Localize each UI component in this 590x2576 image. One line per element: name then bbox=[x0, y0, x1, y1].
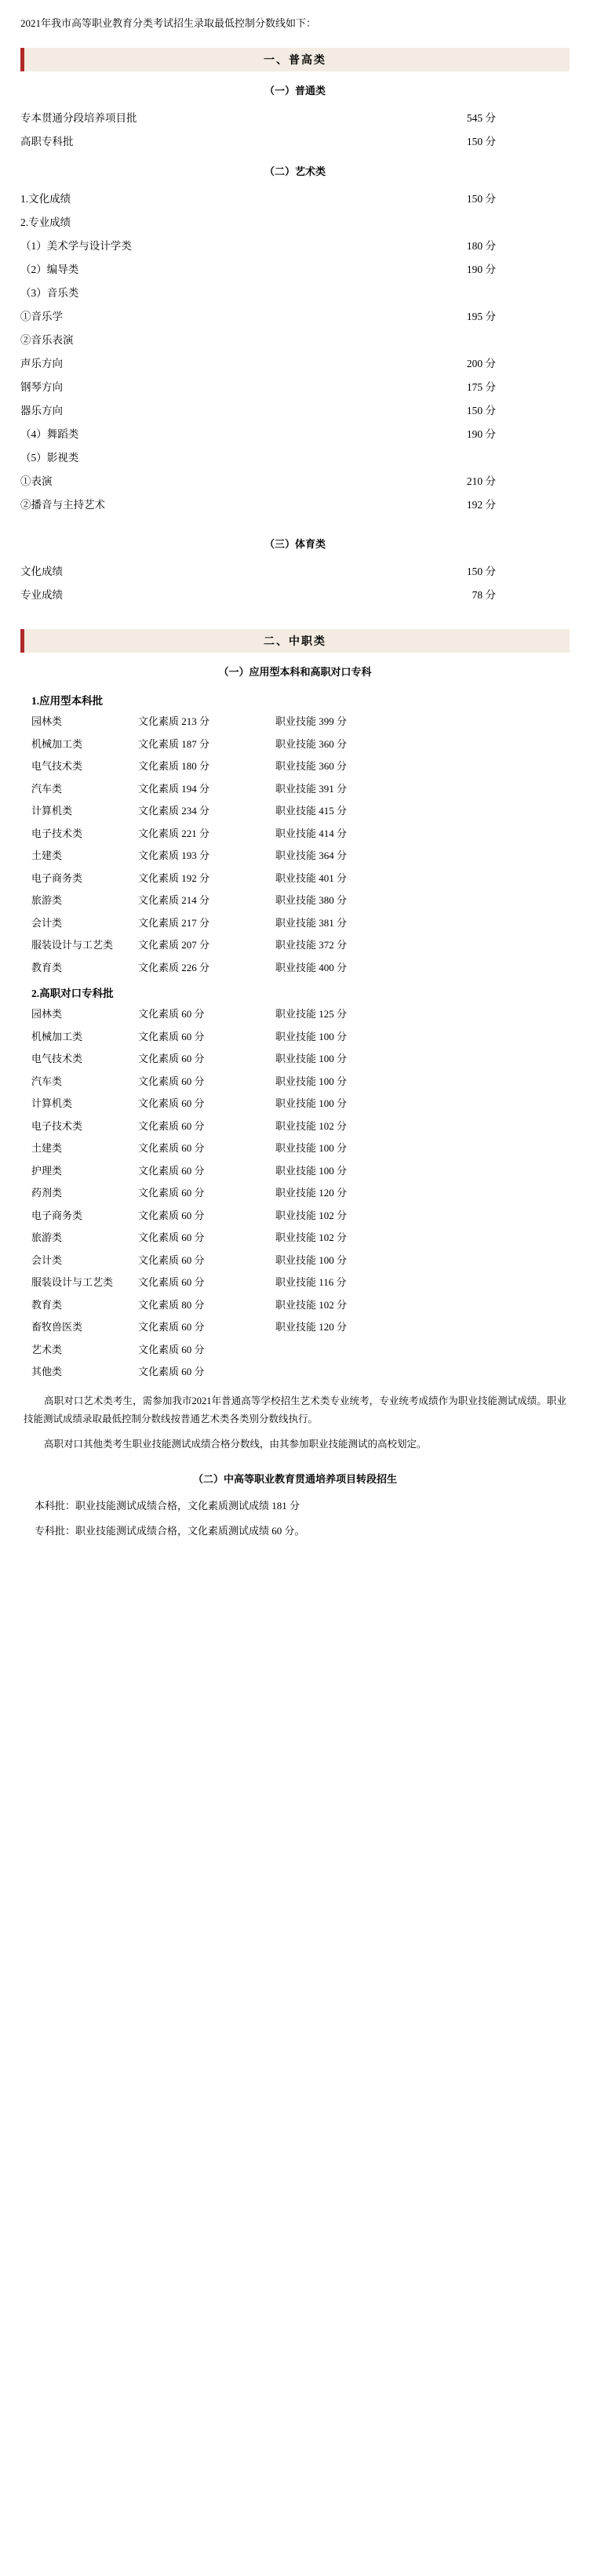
table-row bbox=[0, 755, 590, 778]
table-row bbox=[0, 1293, 590, 1316]
table-row bbox=[0, 845, 590, 868]
row-art-11 bbox=[0, 445, 590, 468]
skill-score: 职业技能 100 分 bbox=[275, 1075, 348, 1087]
skill-score: 职业技能 360 分 bbox=[275, 737, 348, 750]
row-label: ①表演 bbox=[20, 475, 53, 487]
table-row bbox=[0, 1204, 590, 1227]
major-name: 药剂类 bbox=[31, 1187, 63, 1199]
row-art-10 bbox=[0, 421, 590, 445]
row-value: 150 分 bbox=[466, 192, 496, 205]
table-row bbox=[0, 911, 590, 934]
row-general-1 bbox=[0, 129, 590, 152]
skill-score: 职业技能 415 分 bbox=[275, 805, 348, 817]
culture-score: 文化素质 192 分 bbox=[138, 871, 210, 884]
culture-score: 文化素质 80 分 bbox=[138, 1298, 205, 1311]
major-name: 旅游类 bbox=[31, 1232, 63, 1244]
subsection-art: （二）艺术类 bbox=[264, 165, 326, 177]
row-label: （1）美术学与设计学类 bbox=[20, 239, 132, 252]
row-art-2 bbox=[0, 233, 590, 257]
major-name: 电气技术类 bbox=[31, 760, 83, 773]
culture-score: 文化素质 180 分 bbox=[138, 760, 210, 773]
row-value: 200 分 bbox=[466, 357, 496, 369]
major-name: 艺术类 bbox=[31, 1343, 63, 1355]
row-art-0 bbox=[0, 186, 590, 209]
culture-score: 文化素质 213 分 bbox=[138, 715, 210, 728]
row-label: （4）舞蹈类 bbox=[20, 428, 79, 440]
row-art-6 bbox=[0, 327, 590, 351]
row-art-1 bbox=[0, 209, 590, 233]
table-row bbox=[0, 800, 590, 823]
row-label: ②播音与主持艺术 bbox=[20, 498, 105, 511]
table-row bbox=[0, 822, 590, 845]
row-label: 声乐方向 bbox=[20, 357, 63, 369]
major-name: 计算机类 bbox=[31, 805, 73, 817]
skill-score: 职业技能 372 分 bbox=[275, 939, 348, 951]
table-row bbox=[0, 867, 590, 890]
row-value: 190 分 bbox=[466, 263, 496, 275]
note-art-majors: 高职对口艺术类考生，需参加我市2021年普通高等学校招生艺术类专业统考，专业统考成绩作为职业技能测试成绩。职业技能测试成绩录取最低控制分数线按普通艺术类各类别分数线执行。 bbox=[24, 1395, 566, 1425]
major-name: 会计类 bbox=[31, 1253, 63, 1266]
row-label: 1.文化成绩 bbox=[20, 192, 71, 205]
major-name: 机械加工类 bbox=[31, 1030, 83, 1042]
skill-score: 职业技能 100 分 bbox=[275, 1030, 348, 1042]
major-name: 电子商务类 bbox=[31, 871, 83, 884]
row-sport-1 bbox=[0, 582, 590, 606]
culture-score: 文化素质 194 分 bbox=[138, 782, 210, 795]
row-value: 210 分 bbox=[466, 475, 496, 487]
row-art-12 bbox=[0, 468, 590, 492]
major-name: 畜牧兽医类 bbox=[31, 1321, 83, 1333]
table-row bbox=[0, 777, 590, 800]
major-name: 教育类 bbox=[31, 1298, 63, 1311]
row-value: 150 分 bbox=[466, 565, 496, 577]
intro-paragraph: 2021年我市高等职业教育分类考试招生录取最低控制分数线如下： bbox=[20, 17, 317, 29]
major-name: 教育类 bbox=[31, 961, 63, 973]
culture-score: 文化素质 226 分 bbox=[138, 961, 210, 973]
row-art-13 bbox=[0, 492, 590, 515]
table-row bbox=[0, 1070, 590, 1093]
skill-score: 职业技能 400 分 bbox=[275, 961, 348, 973]
culture-score: 文化素质 221 分 bbox=[138, 827, 210, 839]
row-label: 专业成绩 bbox=[20, 588, 63, 601]
culture-score: 文化素质 60 分 bbox=[138, 1008, 205, 1021]
culture-score: 文化素质 60 分 bbox=[138, 1187, 205, 1199]
row-label: 器乐方向 bbox=[20, 404, 63, 417]
skill-score: 职业技能 102 分 bbox=[275, 1209, 348, 1221]
major-name: 电子技术类 bbox=[31, 827, 83, 839]
culture-score: 文化素质 234 分 bbox=[138, 805, 210, 817]
culture-score: 文化素质 60 分 bbox=[138, 1075, 205, 1087]
table-row bbox=[0, 1025, 590, 1048]
row-sport-0 bbox=[0, 558, 590, 582]
table-row bbox=[0, 1272, 590, 1294]
transfer-college-line: 专科批：职业技能测试成绩合格，文化素质测试成绩 60 分。 bbox=[35, 1524, 305, 1537]
table-row bbox=[0, 890, 590, 912]
skill-score: 职业技能 381 分 bbox=[275, 916, 348, 929]
section-header-putongao bbox=[20, 48, 570, 71]
row-value: 195 分 bbox=[466, 310, 496, 322]
table-row bbox=[0, 1361, 590, 1384]
skill-score: 职业技能 102 分 bbox=[275, 1119, 348, 1132]
table-row bbox=[0, 1182, 590, 1205]
table-row bbox=[0, 1093, 590, 1115]
culture-score: 文化素质 60 分 bbox=[138, 1119, 205, 1132]
row-label: 2.专业成绩 bbox=[20, 216, 71, 228]
major-name: 土建类 bbox=[31, 850, 63, 862]
section-title: 二、中职类 bbox=[264, 635, 326, 648]
row-value: 78 分 bbox=[472, 588, 496, 601]
major-name: 电子技术类 bbox=[31, 1119, 83, 1132]
major-name: 服装设计与工艺类 bbox=[31, 939, 114, 951]
table-row bbox=[0, 1227, 590, 1250]
skill-score: 职业技能 401 分 bbox=[275, 871, 348, 884]
major-name: 园林类 bbox=[31, 715, 63, 728]
culture-score: 文化素质 60 分 bbox=[138, 1366, 205, 1378]
culture-score: 文化素质 214 分 bbox=[138, 894, 210, 907]
skill-score: 职业技能 102 分 bbox=[275, 1232, 348, 1244]
culture-score: 文化素质 60 分 bbox=[138, 1232, 205, 1244]
table-row bbox=[0, 711, 590, 733]
skill-score: 职业技能 360 分 bbox=[275, 760, 348, 773]
skill-score: 职业技能 120 分 bbox=[275, 1321, 348, 1333]
skill-score: 职业技能 100 分 bbox=[275, 1253, 348, 1266]
row-label: 高职专科批 bbox=[20, 135, 74, 147]
skill-score: 职业技能 125 分 bbox=[275, 1008, 348, 1021]
table-row bbox=[0, 1338, 590, 1361]
culture-score: 文化素质 60 分 bbox=[138, 1209, 205, 1221]
table-row bbox=[0, 1137, 590, 1160]
row-label: ①音乐学 bbox=[20, 310, 63, 322]
skill-score: 职业技能 100 分 bbox=[275, 1164, 348, 1177]
table-row bbox=[0, 733, 590, 755]
table-row bbox=[0, 1048, 590, 1071]
row-value: 192 分 bbox=[466, 498, 496, 511]
table-row bbox=[0, 1115, 590, 1137]
culture-score: 文化素质 60 分 bbox=[138, 1253, 205, 1266]
row-label: （5）影视类 bbox=[20, 451, 79, 464]
culture-score: 文化素质 60 分 bbox=[138, 1164, 205, 1177]
culture-score: 文化素质 193 分 bbox=[138, 850, 210, 862]
major-name: 服装设计与工艺类 bbox=[31, 1276, 114, 1289]
skill-score: 职业技能 100 分 bbox=[275, 1142, 348, 1155]
culture-score: 文化素质 217 分 bbox=[138, 916, 210, 929]
major-name: 电气技术类 bbox=[31, 1053, 83, 1065]
culture-score: 文化素质 60 分 bbox=[138, 1321, 205, 1333]
subsection-sport: （三）体育类 bbox=[264, 537, 326, 550]
row-label: （3）音乐类 bbox=[20, 286, 79, 299]
skill-score: 职业技能 364 分 bbox=[275, 850, 348, 862]
skill-score: 职业技能 120 分 bbox=[275, 1187, 348, 1199]
major-name: 土建类 bbox=[31, 1142, 63, 1155]
skill-score: 职业技能 414 分 bbox=[275, 827, 348, 839]
major-name: 旅游类 bbox=[31, 894, 63, 907]
culture-score: 文化素质 60 分 bbox=[138, 1142, 205, 1155]
row-label: 专本贯通分段培养项目批 bbox=[20, 111, 137, 124]
note-other-majors: 高职对口其他类考生职业技能测试成绩合格分数线，由其参加职业技能测试的高校划定。 bbox=[44, 1438, 427, 1450]
skill-score: 职业技能 391 分 bbox=[275, 782, 348, 795]
culture-score: 文化素质 187 分 bbox=[138, 737, 210, 750]
table-row bbox=[0, 934, 590, 957]
section-header-zhongzhi bbox=[20, 629, 570, 653]
major-name: 其他类 bbox=[31, 1366, 63, 1378]
row-label: 钢琴方向 bbox=[20, 380, 63, 393]
skill-score: 职业技能 100 分 bbox=[275, 1097, 348, 1110]
major-name: 护理类 bbox=[31, 1164, 63, 1177]
skill-score: 职业技能 102 分 bbox=[275, 1298, 348, 1311]
row-value: 180 分 bbox=[466, 239, 496, 252]
row-art-8 bbox=[0, 374, 590, 398]
culture-score: 文化素质 60 分 bbox=[138, 1276, 205, 1289]
culture-score: 文化素质 60 分 bbox=[138, 1053, 205, 1065]
table-row bbox=[0, 956, 590, 979]
table-row bbox=[0, 1003, 590, 1026]
row-label: 文化成绩 bbox=[20, 565, 63, 577]
subsection-general: （一）普通类 bbox=[264, 84, 326, 96]
major-name: 汽车类 bbox=[31, 782, 63, 795]
table-row bbox=[0, 1159, 590, 1182]
section-title: 一、普高类 bbox=[264, 54, 326, 67]
section-marker-icon bbox=[20, 48, 24, 71]
subsection-applied-undergrad: （一）应用型本科和高职对口专科 bbox=[218, 665, 372, 678]
major-name: 汽车类 bbox=[31, 1075, 63, 1087]
major-name: 园林类 bbox=[31, 1008, 63, 1021]
culture-score: 文化素质 60 分 bbox=[138, 1030, 205, 1042]
subsection-transfer-admission: （二）中高等职业教育贯通培养项目转段招生 bbox=[192, 1472, 397, 1485]
table-row bbox=[0, 1249, 590, 1272]
row-value: 545 分 bbox=[466, 111, 496, 124]
culture-score: 文化素质 60 分 bbox=[138, 1343, 205, 1355]
major-name: 会计类 bbox=[31, 916, 63, 929]
group-title-vocational-college: 2.高职对口专科批 bbox=[31, 987, 114, 999]
major-name: 机械加工类 bbox=[31, 737, 83, 750]
row-label: （2）编导类 bbox=[20, 263, 79, 275]
skill-score: 职业技能 100 分 bbox=[275, 1053, 348, 1065]
skill-score: 职业技能 380 分 bbox=[275, 894, 348, 907]
row-general-0 bbox=[0, 105, 590, 129]
skill-score: 职业技能 116 分 bbox=[275, 1276, 347, 1289]
row-label: ②音乐表演 bbox=[20, 333, 74, 346]
major-name: 电子商务类 bbox=[31, 1209, 83, 1221]
row-value: 190 分 bbox=[466, 428, 496, 440]
group-title-applied-undergrad: 1.应用型本科批 bbox=[31, 694, 104, 707]
row-art-5 bbox=[0, 304, 590, 327]
major-name: 计算机类 bbox=[31, 1097, 73, 1110]
row-art-3 bbox=[0, 257, 590, 280]
row-art-4 bbox=[0, 280, 590, 304]
row-value: 150 分 bbox=[466, 135, 496, 147]
section-marker-icon bbox=[20, 629, 24, 653]
row-art-7 bbox=[0, 351, 590, 374]
culture-score: 文化素质 60 分 bbox=[138, 1097, 205, 1110]
transfer-undergrad-line: 本科批：职业技能测试成绩合格，文化素质测试成绩 181 分 bbox=[35, 1499, 300, 1512]
skill-score: 职业技能 399 分 bbox=[275, 715, 348, 728]
row-art-9 bbox=[0, 398, 590, 421]
table-row bbox=[0, 1316, 590, 1339]
culture-score: 文化素质 207 分 bbox=[138, 939, 210, 951]
row-value: 150 分 bbox=[466, 404, 496, 417]
row-value: 175 分 bbox=[466, 380, 496, 393]
